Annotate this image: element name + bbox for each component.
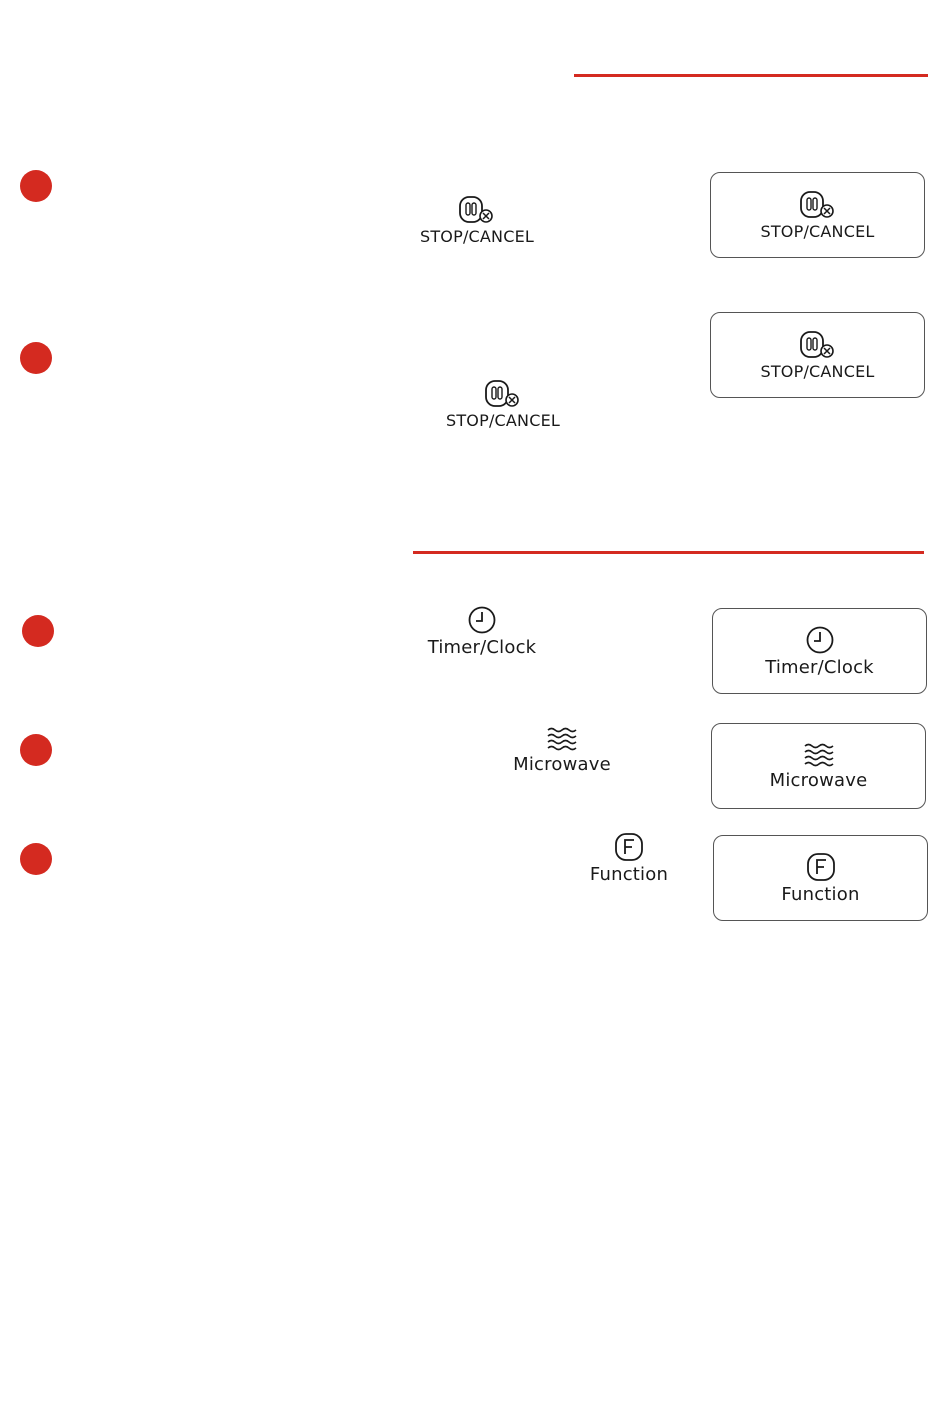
step-marker-1 [20, 170, 52, 202]
waves-icon [546, 726, 578, 752]
stop-cancel-button-label: STOP/CANCEL [760, 361, 875, 381]
function-label: Function [589, 864, 669, 885]
section-divider-middle [413, 551, 924, 554]
stop-cancel-label: STOP/CANCEL [445, 411, 561, 430]
inline-stop-cancel-key-2 [443, 379, 563, 430]
step-marker-4 [20, 734, 52, 766]
timer-clock-label: Timer/Clock [427, 637, 537, 658]
section-divider-top [574, 74, 928, 77]
step-marker-2 [20, 342, 52, 374]
inline-microwave-key [502, 726, 622, 775]
clock-icon [805, 625, 835, 655]
inline-stop-cancel-key-1 [417, 195, 537, 246]
stop-cancel-icon [483, 379, 523, 409]
stop-cancel-icon [457, 195, 497, 225]
clock-icon [467, 605, 497, 635]
timer-clock-button-label: Timer/Clock [765, 656, 874, 678]
microwave-label: Microwave [513, 754, 611, 775]
timer-clock-button[interactable] [712, 608, 927, 694]
function-f-icon [806, 852, 836, 882]
microwave-button[interactable] [711, 723, 926, 809]
function-button-label: Function [781, 883, 860, 905]
function-f-icon [614, 832, 644, 862]
stop-cancel-icon [798, 330, 838, 360]
stop-cancel-button-label: STOP/CANCEL [760, 221, 875, 241]
function-button[interactable] [713, 835, 928, 921]
stop-cancel-label: STOP/CANCEL [419, 227, 535, 246]
inline-function-key [574, 832, 684, 885]
stop-cancel-button-1[interactable] [710, 172, 925, 258]
stop-cancel-icon [798, 190, 838, 220]
step-marker-3 [22, 615, 54, 647]
waves-icon [803, 742, 835, 768]
microwave-button-label: Microwave [769, 769, 868, 791]
inline-timer-clock-key [422, 605, 542, 658]
step-marker-5 [20, 843, 52, 875]
stop-cancel-button-2[interactable] [710, 312, 925, 398]
